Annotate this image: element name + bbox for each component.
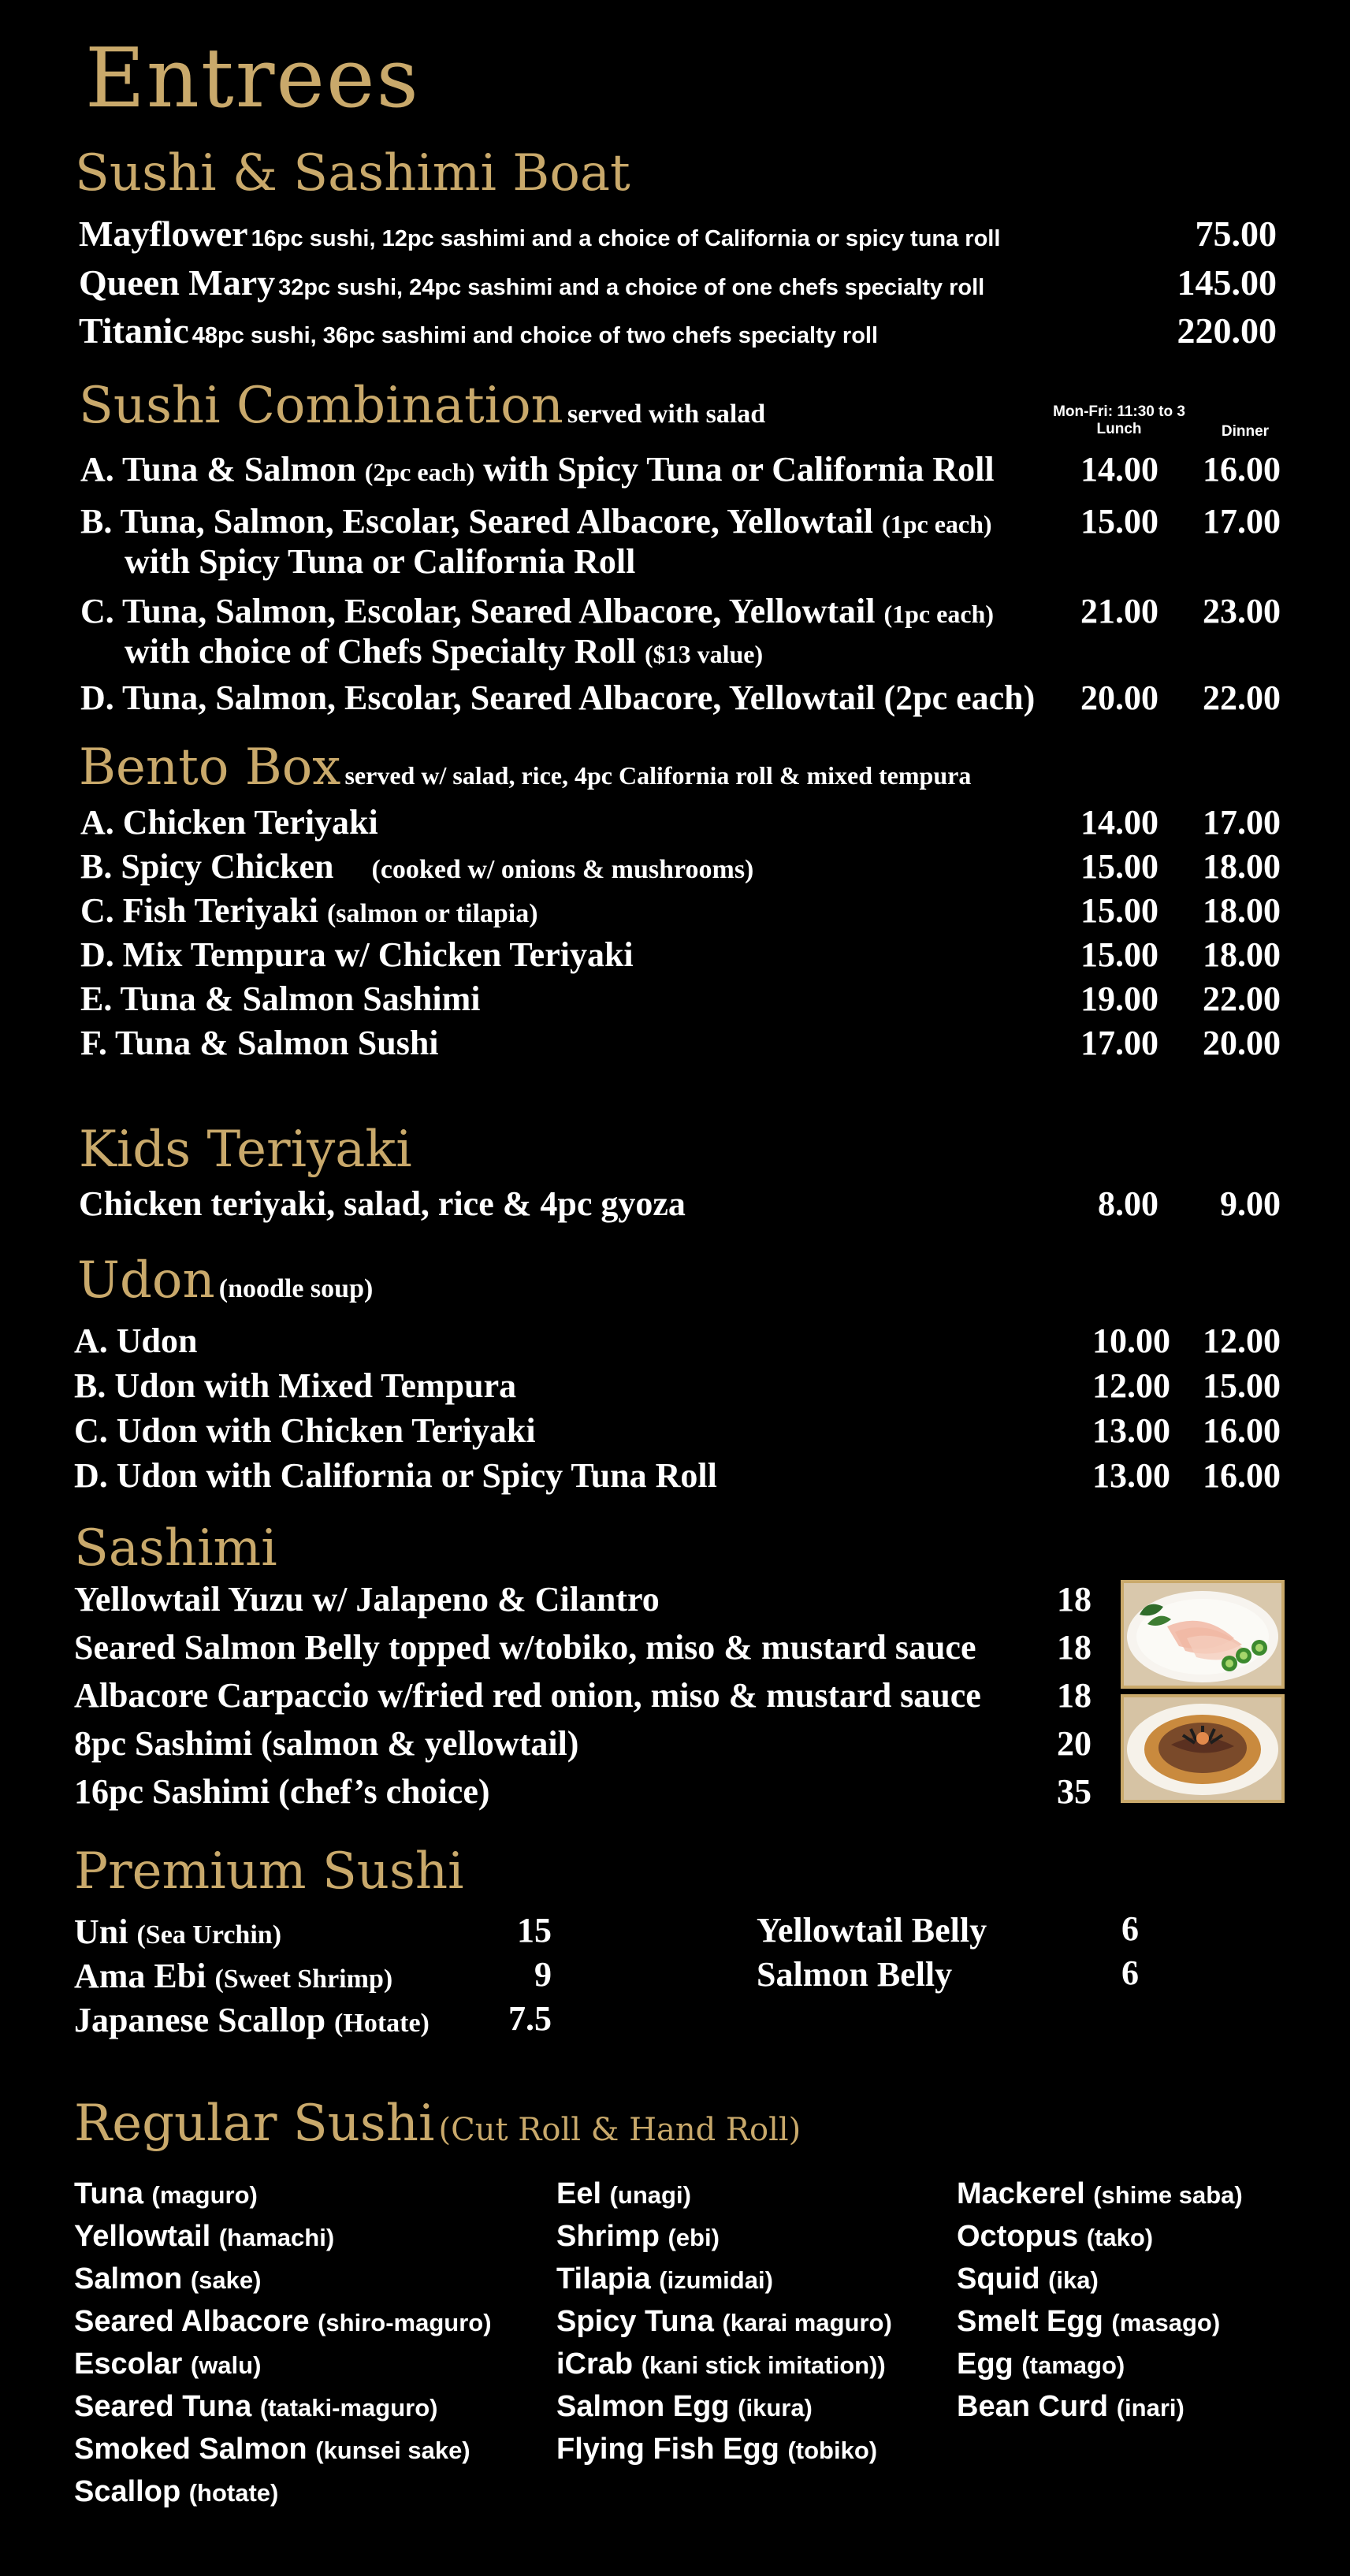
bento-dinner-price: 17.00 [1203,803,1281,842]
regular-item: Egg (tamago) [957,2347,1125,2381]
bento-item-d: D. Mix Tempura w/ Chicken Teriyaki [80,935,634,974]
regular-item: Seared Albacore (shiro-maguro) [74,2305,492,2338]
bento-heading: Bento Box [79,738,341,797]
combo-lunch-price: 21.00 [1080,592,1158,630]
udon-note: (noodle soup) [218,1274,374,1303]
boat-item-name: Queen Mary [79,262,276,303]
regular-item: Squid (ika) [957,2262,1099,2295]
regular-item: Salmon Egg (ikura) [556,2390,813,2423]
combo-item-b [80,501,992,582]
regular-item: Bean Curd (inari) [957,2390,1185,2423]
regular-item: iCrab (kani stick imitation)) [556,2347,886,2381]
combo-item-name: B. Tuna, Salmon, Escolar, Seared Albacore, Yellowtail [80,502,874,541]
combo-item-rest: with Spicy Tuna or California Roll [483,450,995,489]
combo-item-line2: with choice of Chefs Specialty Roll [125,632,636,671]
udon-header [77,1251,373,1310]
combo-item-note: (1pc each) [882,510,992,538]
page-title: Entrees [85,30,420,126]
kids-dinner-price: 9.00 [1220,1184,1281,1223]
boat-item-desc: 32pc sushi, 24pc sashimi and a choice of one chefs specialty roll [278,275,985,300]
udon-item-d: D. Udon with California or Spicy Tuna Roll [74,1456,717,1495]
premium-item-salmon-belly: Salmon Belly [757,1955,953,1994]
regular-item: Yellowtail (hamachi) [74,2220,335,2253]
boat-item-titanic [79,310,878,351]
combo-dinner-price: 23.00 [1203,592,1281,630]
lunch-label: Lunch [1096,421,1142,437]
combo-item-d: D. Tuna, Salmon, Escolar, Seared Albacore, Yellowtail (2pc each) [80,678,1036,717]
boat-item-price: 145.00 [1177,262,1277,303]
premium-price: 7.5 [508,1999,552,2038]
combo-item-name: A. Tuna & Salmon [80,450,356,489]
combo-item-c [80,591,994,671]
premium-price: 15 [517,1911,552,1950]
regular-column-3 [957,2173,1243,2429]
kids-heading: Kids Teriyaki [79,1121,412,1179]
regular-column-1 [74,2173,492,2514]
udon-lunch-price: 13.00 [1092,1456,1170,1495]
combo-item-name: C. Tuna, Salmon, Escolar, Seared Albacore, Yellowtail [80,592,876,630]
combo-note: served with salad [567,400,766,429]
bento-note: served w/ salad, rice, 4pc California roll & mixed tempura [344,761,972,790]
combo-header [79,377,765,435]
kids-item: Chicken teriyaki, salad, rice & 4pc gyoza [79,1184,686,1223]
dinner-column-header: Dinner [1221,423,1270,440]
udon-dinner-price: 15.00 [1203,1366,1281,1405]
bento-lunch-price: 15.00 [1080,935,1158,974]
regular-heading: Regular Sushi [74,2095,435,2153]
combo-item-line2: with Spicy Tuna or California Roll [125,542,636,581]
combo-heading: Sushi Combination [79,377,563,435]
sashimi-item: Yellowtail Yuzu w/ Jalapeno & Cilantro [74,1580,660,1619]
lunch-hours: Mon-Fri: 11:30 to 3 [1053,403,1185,420]
premium-price: 6 [1121,1909,1139,1948]
udon-item-b: B. Udon with Mixed Tempura [74,1366,517,1405]
regular-item: Scallop (hotate) [74,2475,279,2508]
udon-heading: Udon [77,1251,215,1310]
sashimi-item: 16pc Sashimi (chef’s choice) [74,1772,490,1811]
regular-subheading: (Cut Roll & Hand Roll) [438,2112,801,2148]
combo-item-note: (1pc each) [883,600,994,628]
regular-item: Salmon (sake) [74,2262,262,2295]
bento-item-f: F. Tuna & Salmon Sushi [80,1024,439,1062]
bento-item-c: C. Fish Teriyaki (salmon or tilapia) [80,891,538,930]
combo-lunch-price: 15.00 [1080,502,1158,541]
udon-lunch-price: 12.00 [1092,1366,1170,1405]
bento-dinner-price: 22.00 [1203,979,1281,1018]
regular-item: Seared Tuna (tataki-maguro) [74,2390,438,2423]
sashimi-item: Seared Salmon Belly topped w/tobiko, miso & mustard sauce [74,1628,976,1667]
lunch-column-header [1025,403,1214,438]
regular-column-2 [556,2173,892,2471]
bento-dinner-price: 18.00 [1203,891,1281,930]
udon-dinner-price: 12.00 [1203,1321,1281,1360]
sashimi-price: 18 [1057,1580,1092,1619]
premium-item-yellowtail-belly: Yellowtail Belly [757,1911,987,1950]
premium-price: 9 [534,1955,552,1994]
regular-item: Smoked Salmon (kunsei sake) [74,2433,470,2466]
bento-lunch-price: 14.00 [1080,803,1158,842]
sashimi-item: 8pc Sashimi (salmon & yellowtail) [74,1724,579,1763]
premium-heading: Premium Sushi [74,1842,464,1901]
boat-item-price: 75.00 [1195,214,1277,254]
regular-item: Flying Fish Egg (tobiko) [556,2433,878,2466]
combo-dinner-price: 16.00 [1203,450,1281,489]
boat-item-name: Titanic [79,310,189,351]
udon-lunch-price: 13.00 [1092,1411,1170,1450]
premium-item-uni: Uni (Sea Urchin) [74,1912,282,1951]
udon-lunch-price: 10.00 [1092,1321,1170,1360]
sashimi-heading: Sashimi [74,1519,277,1578]
bento-item-e: E. Tuna & Salmon Sashimi [80,979,481,1018]
boat-item-desc: 16pc sushi, 12pc sashimi and a choice of California or spicy tuna roll [251,226,1001,251]
regular-item: Tilapia (izumidai) [556,2262,773,2295]
sashimi-item: Albacore Carpaccio w/fried red onion, miso & mustard sauce [74,1676,981,1715]
combo-item-note: (2pc each) [364,458,475,486]
udon-dinner-price: 16.00 [1203,1411,1281,1450]
boat-item-price: 220.00 [1177,310,1277,351]
regular-item: Octopus (tako) [957,2220,1154,2253]
sashimi-price: 18 [1057,1676,1092,1715]
combo-lunch-price: 14.00 [1080,450,1158,489]
bento-header [79,738,971,797]
boat-heading: Sushi & Sashimi Boat [75,144,630,203]
sashimi-plate-image [1124,1583,1281,1686]
combo-item-value-note: ($13 value) [644,640,764,668]
combo-dinner-price: 22.00 [1203,678,1281,717]
regular-item: Smelt Egg (masago) [957,2305,1221,2338]
boat-item-desc: 48pc sushi, 36pc sashimi and choice of two chefs specialty roll [192,323,879,348]
boat-item-name: Mayflower [79,214,248,254]
premium-item-ama-ebi: Ama Ebi (Sweet Shrimp) [74,1957,393,1995]
regular-item: Spicy Tuna (karai maguro) [556,2305,892,2338]
premium-item-scallop: Japanese Scallop (Hotate) [74,2001,430,2039]
boat-item-queen-mary [79,262,984,303]
yellowtail-sashimi-photo [1121,1580,1285,1689]
udon-item-c: C. Udon with Chicken Teriyaki [74,1411,536,1450]
sashimi-price: 18 [1057,1628,1092,1667]
bento-lunch-price: 15.00 [1080,847,1158,886]
combo-dinner-price: 17.00 [1203,502,1281,541]
bento-dinner-price: 18.00 [1203,935,1281,974]
regular-header [74,2095,801,2153]
salmon-belly-photo [1121,1694,1285,1803]
combo-lunch-price: 20.00 [1080,678,1158,717]
regular-item: Eel (unagi) [556,2177,691,2210]
bento-lunch-price: 17.00 [1080,1024,1158,1062]
premium-price: 6 [1121,1953,1139,1992]
udon-dinner-price: 16.00 [1203,1456,1281,1495]
bento-dinner-price: 18.00 [1203,847,1281,886]
boat-item-mayflower [79,213,1000,255]
sashimi-price: 20 [1057,1724,1092,1763]
bento-lunch-price: 19.00 [1080,979,1158,1018]
bento-item-a: A. Chicken Teriyaki [80,803,378,842]
combo-item-a [80,449,995,489]
regular-item: Escolar (walu) [74,2347,262,2381]
regular-item: Mackerel (shime saba) [957,2177,1243,2210]
regular-item: Shrimp (ebi) [556,2220,720,2253]
udon-item-a: A. Udon [74,1321,198,1360]
sashimi-price: 35 [1057,1772,1092,1811]
bento-item-b: B. Spicy Chicken (cooked w/ onions & mushrooms) [80,847,754,886]
bento-dinner-price: 20.00 [1203,1024,1281,1062]
regular-item: Tuna (maguro) [74,2177,258,2210]
seared-salmon-plate-image [1124,1697,1281,1800]
bento-lunch-price: 15.00 [1080,891,1158,930]
kids-lunch-price: 8.00 [1098,1184,1158,1223]
